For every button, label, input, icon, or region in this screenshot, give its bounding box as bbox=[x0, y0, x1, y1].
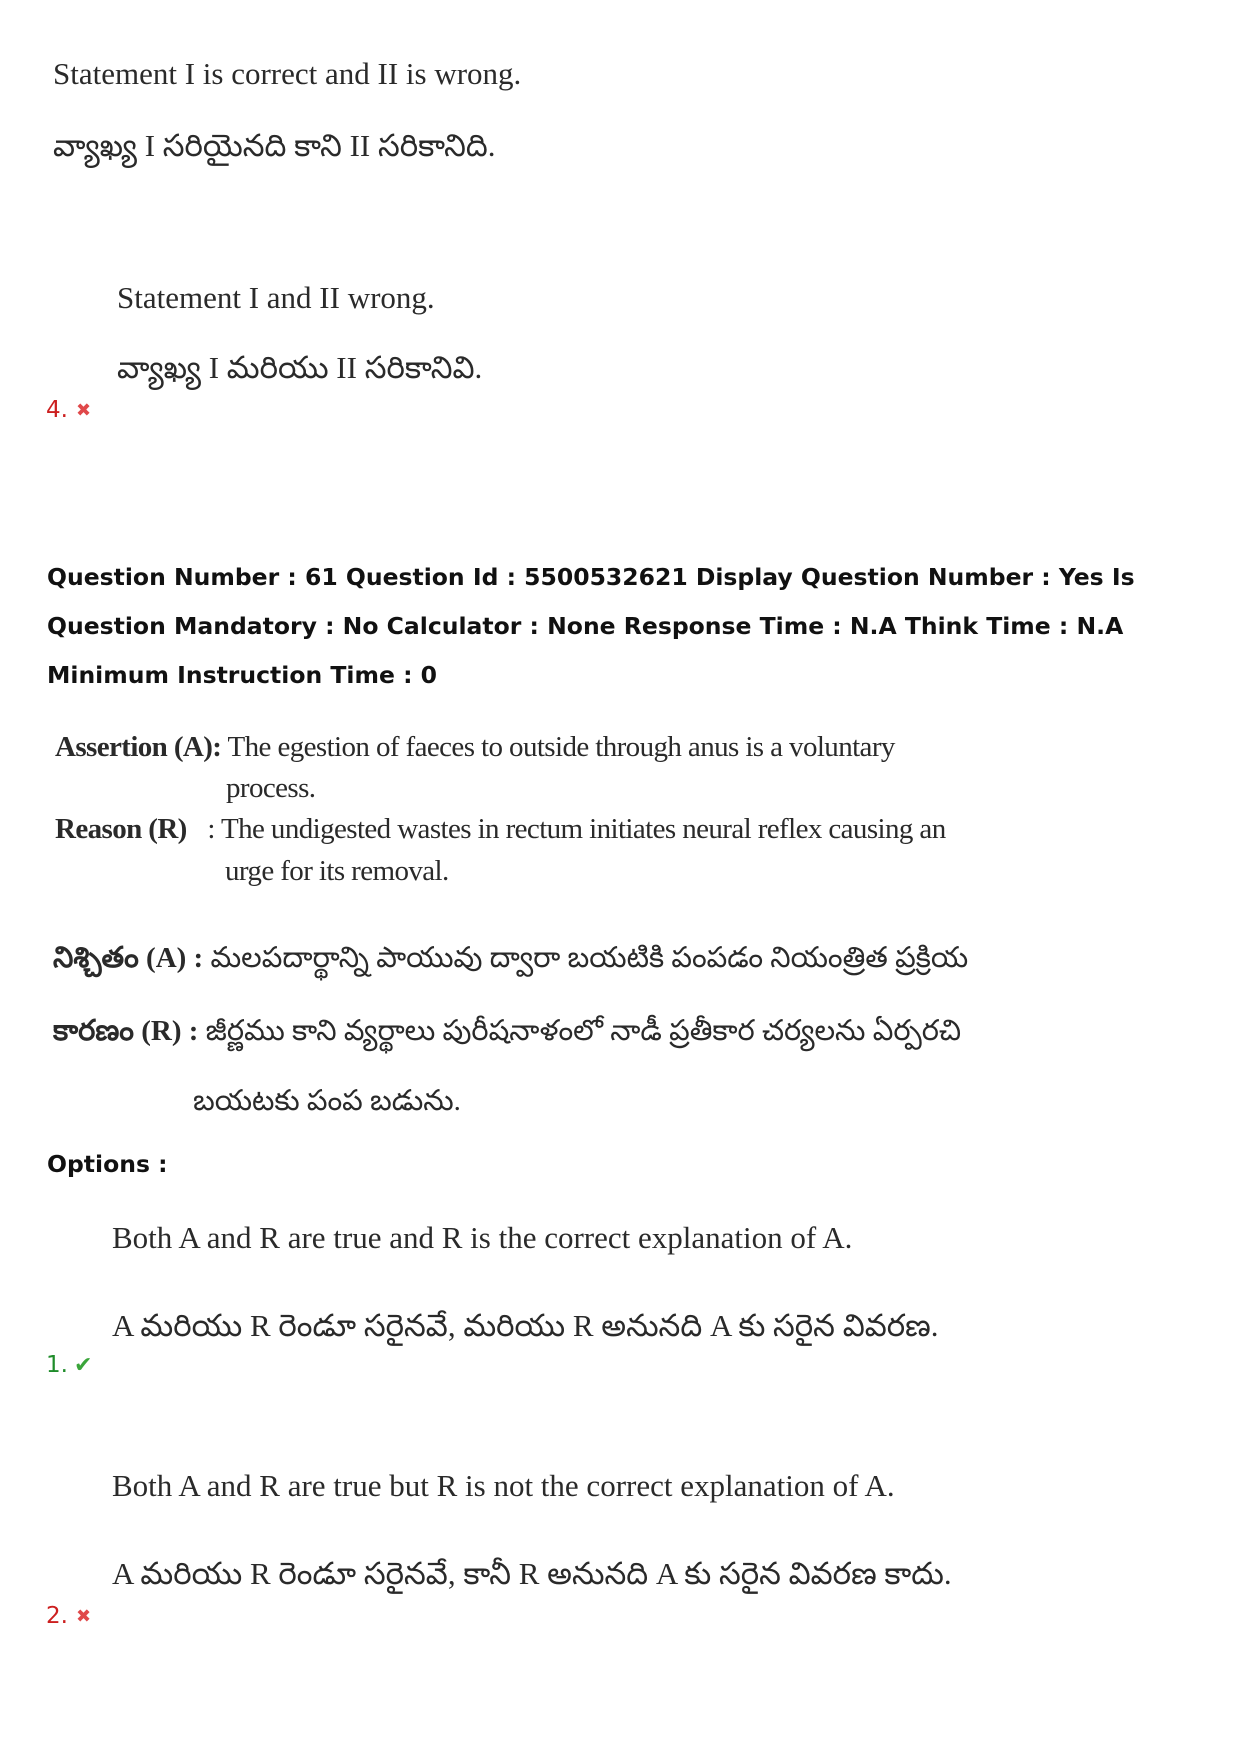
question-meta: Question Number : 61 Question Id : 5500532621 Display Question Number : Yes Is Question Mandatory : No Calculator : None Response Time : N.A Think Time : N.A Minimum Instruction Time : 0 bbox=[47, 563, 1135, 689]
option-text-telugu: వ్యాఖ్య I సరియైనది కాని II సరికానిది. bbox=[53, 128, 496, 163]
reason-line-1 bbox=[55, 813, 946, 846]
telugu-reason-label: కారణం (R) : bbox=[53, 1015, 199, 1047]
option-2-label bbox=[46, 1603, 91, 1629]
cross-icon: ✖ bbox=[75, 1605, 92, 1627]
option-number: 1. bbox=[46, 1352, 68, 1378]
reason-text: : The undigested wastes in rectum initiates neural reflex causing an bbox=[207, 813, 946, 845]
option-2-text-telugu: A మరియు R రెండూ సరైనవే, కానీ R అనునది A కు సరైన వివరణ కాదు. bbox=[112, 1556, 952, 1591]
assertion-text: The egestion of faeces to outside through anus is a voluntary bbox=[227, 731, 895, 763]
telugu-reason-text: జీర్ణము కాని వ్యర్థాలు పురీషనాళంలో నాడీ ప్రతీకార చర్యలను ఏర్పరచి bbox=[205, 1015, 962, 1047]
option-2-text-english: Both A and R are true but R is not the correct explanation of A. bbox=[112, 1468, 895, 1503]
telugu-assertion-label: నిశ్చితం (A) : bbox=[53, 942, 204, 974]
option-1-text-telugu: A మరియు R రెండూ సరైనవే, మరియు R అనునది A కు సరైన వివరణ. bbox=[112, 1308, 939, 1343]
reason-label: Reason (R) bbox=[55, 813, 187, 845]
assertion-label: Assertion (A): bbox=[55, 731, 222, 763]
option-number: 2. bbox=[46, 1603, 68, 1629]
assertion-line-2: process. bbox=[226, 772, 316, 804]
reason-line-2: urge for its removal. bbox=[225, 855, 449, 887]
option-1-label bbox=[46, 1352, 92, 1378]
cross-icon: ✖ bbox=[75, 399, 92, 421]
telugu-assertion-text: మలపదార్థాన్ని పాయువు ద్వారా బయటికి పంపడం నియంత్రిత ప్రక్రియ bbox=[210, 942, 969, 974]
check-icon: ✔ bbox=[73, 1352, 93, 1378]
telugu-assertion-line bbox=[53, 942, 968, 982]
option-text-english: Statement I is correct and II is wrong. bbox=[53, 56, 522, 91]
telugu-reason-line-1 bbox=[53, 1015, 961, 1055]
assertion-line-1 bbox=[55, 731, 895, 764]
option-number: 4. bbox=[46, 397, 68, 423]
option-4-label bbox=[46, 397, 91, 423]
option-4-text-english: Statement I and II wrong. bbox=[117, 280, 435, 315]
telugu-reason-line-2: బయటకు పంప బడును. bbox=[193, 1085, 461, 1117]
options-heading: Options : bbox=[47, 1150, 168, 1178]
option-4-text-telugu: వ్యాఖ్య I మరియు II సరికానివి. bbox=[117, 350, 483, 385]
option-1-text-english: Both A and R are true and R is the correct explanation of A. bbox=[112, 1220, 853, 1255]
